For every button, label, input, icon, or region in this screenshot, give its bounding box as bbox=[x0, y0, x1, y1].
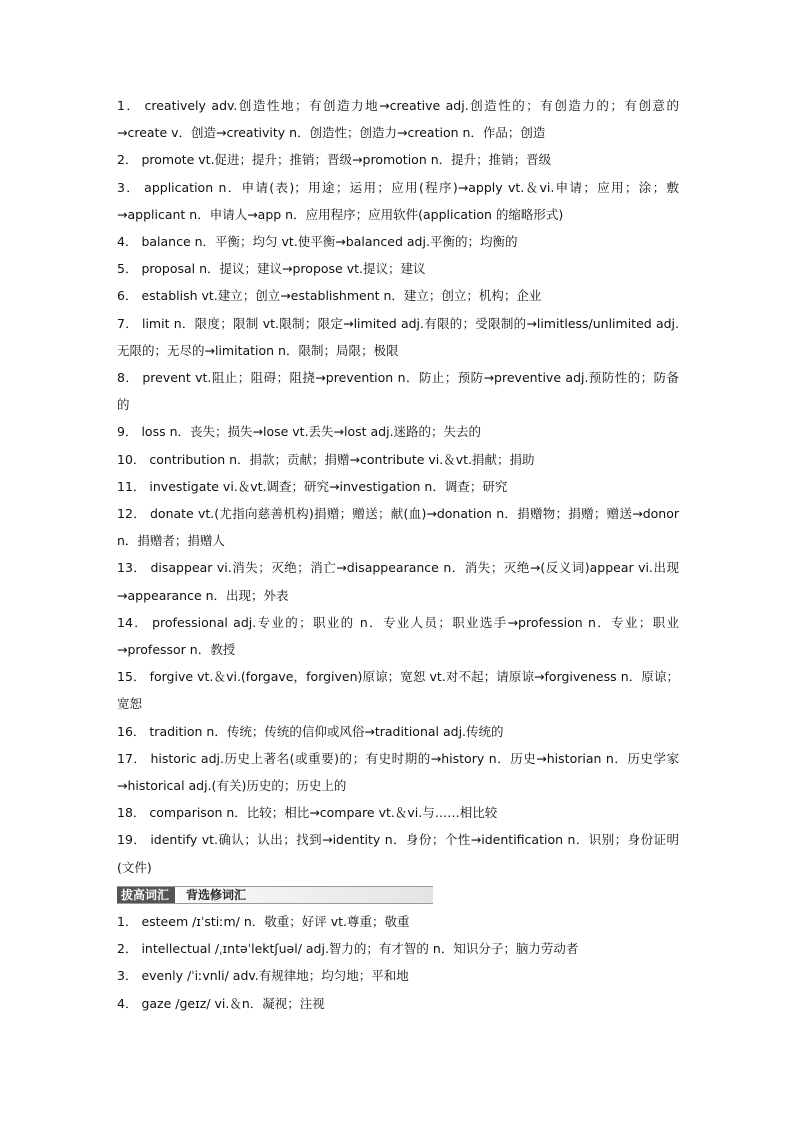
word-entry bbox=[117, 962, 679, 989]
word-entry bbox=[117, 310, 679, 364]
entry-text: evenly /ˈiːvnli/ adv.有规律地；均匀地；平和地 bbox=[141, 968, 409, 984]
entry-number: 12． bbox=[117, 506, 146, 522]
entry-number: 2． bbox=[117, 152, 138, 168]
entry-text: investigate vi.＆vt.调查；研究→investigation n．调查；研究 bbox=[149, 478, 508, 494]
entry-text: comparison n．比较；相比→compare vt.＆vi.与……相比较 bbox=[149, 805, 498, 821]
word-entry bbox=[117, 92, 679, 146]
entry-number: 2． bbox=[117, 941, 138, 957]
entry-number: 4． bbox=[117, 234, 138, 250]
entry-number: 6． bbox=[117, 288, 138, 304]
entry-text: promote vt.促进；提升；推销；晋级→promotion n．提升；推销；晋级 bbox=[141, 152, 552, 168]
entry-text: establish vt.建立；创立→establishment n．建立；创立；机构；企业 bbox=[141, 288, 542, 304]
entry-number: 11． bbox=[117, 478, 146, 494]
entry-number: 10． bbox=[117, 451, 146, 467]
word-entry bbox=[117, 799, 679, 826]
entry-text: proposal n．提议；建议→propose vt.提议；建议 bbox=[141, 261, 426, 277]
entry-number: 1． bbox=[117, 98, 141, 113]
entry-text: prevent vt.阻止；阻碍；阻挠→prevention n．防止；预防→preventive adj.预防性的；防备的 bbox=[117, 370, 679, 413]
entry-text: contribution n．捐款；贡献；捐赠→contribute vi.＆vt.捐献；捐助 bbox=[149, 451, 535, 467]
word-list-advanced bbox=[117, 908, 679, 1017]
word-entry bbox=[117, 935, 679, 962]
entry-text: disappear vi.消失；灭绝；消亡→disappearance n．消失；灭绝→(反义词)appear vi.出现→appearance n．出现；外表 bbox=[117, 560, 679, 603]
entry-text: professional adj.专业的；职业的 n．专业人员；职业选手→profession n．专业；职业→professor n．教授 bbox=[117, 614, 680, 658]
word-entry bbox=[117, 554, 679, 608]
entry-text: identify vt.确认；认出；找到→identity n．身份；个性→identification n．识别；身份证明(文件) bbox=[117, 832, 680, 875]
word-entry bbox=[117, 908, 679, 935]
section-header bbox=[117, 886, 433, 904]
entry-text: application n．申请(表)；用途；运用；应用(程序)→apply vt.＆vi.申请；应用；涂；敷→applicant n．申请人→app n．应用程序；应用软件(application 的缩略形式) bbox=[117, 179, 679, 222]
word-entry bbox=[117, 364, 679, 418]
word-entry bbox=[117, 282, 679, 309]
entry-number: 14． bbox=[117, 614, 149, 630]
word-entry bbox=[117, 228, 679, 255]
entry-text: intellectual /ˌɪntəˈlektʃuəl/ adj.智力的；有才智的 n．知识分子；脑力劳动者 bbox=[141, 941, 579, 957]
vocabulary-content bbox=[117, 92, 679, 1017]
entry-number: 1． bbox=[117, 913, 138, 929]
entry-number: 15． bbox=[117, 669, 146, 685]
word-entry bbox=[117, 663, 679, 717]
entry-number: 4． bbox=[117, 995, 138, 1011]
section-tag: 拔高词汇 bbox=[117, 887, 178, 903]
entry-number: 5． bbox=[117, 261, 138, 277]
word-entry bbox=[117, 745, 679, 799]
entry-text: gaze /ɡeɪz/ vi.＆n．凝视；注视 bbox=[141, 995, 325, 1011]
word-entry bbox=[117, 609, 679, 663]
entry-number: 3． bbox=[117, 179, 141, 195]
entry-text: forgive vt.＆vi.(forgave，forgiven)原谅；宽恕 vt.对不起；请原谅→forgiveness n．原谅；宽恕 bbox=[117, 669, 679, 712]
entry-number: 3． bbox=[117, 968, 138, 984]
entry-text: loss n．丧失；损失→lose vt.丢失→lost adj.迷路的；失去的 bbox=[141, 424, 482, 440]
word-list-core bbox=[117, 92, 679, 881]
entry-number: 13． bbox=[117, 560, 147, 576]
entry-text: tradition n．传统；传统的信仰或风俗→traditional adj.传统的 bbox=[149, 723, 504, 739]
word-entry bbox=[117, 255, 679, 282]
word-entry bbox=[117, 500, 679, 554]
entry-number: 8． bbox=[117, 370, 139, 386]
entry-text: esteem /ɪˈstiːm/ n．敬重；好评 vt.尊重；敬重 bbox=[141, 913, 410, 929]
word-entry bbox=[117, 473, 679, 500]
word-entry bbox=[117, 174, 679, 228]
entry-number: 9． bbox=[117, 424, 138, 440]
entry-number: 19． bbox=[117, 832, 147, 848]
entry-text: limit n．限度；限制 vt.限制；限定→limited adj.有限的；受限制的→limitless/unlimited adj.无限的；无尽的→limitation n．限制；局限；极限 bbox=[117, 315, 679, 358]
word-entry bbox=[117, 990, 679, 1017]
entry-text: historic adj.历史上著名(或重要)的；有史时期的→history n．历史→historian n．历史学家→historical adj.(有关)历史的；历史上的 bbox=[117, 750, 679, 794]
entry-number: 16． bbox=[117, 723, 146, 739]
entry-text: donate vt.(尤指向慈善机构)捐赠；赠送；献(血)→donation n．捐赠物；捐赠；赠送→donor n．捐赠者；捐赠人 bbox=[117, 506, 679, 549]
entry-number: 18． bbox=[117, 805, 146, 821]
word-entry bbox=[117, 446, 679, 473]
entry-number: 7． bbox=[117, 315, 138, 331]
word-entry bbox=[117, 718, 679, 745]
section-subtitle: 背选修词汇 bbox=[186, 887, 247, 902]
word-entry bbox=[117, 418, 679, 445]
word-entry bbox=[117, 826, 679, 880]
entry-number: 17． bbox=[117, 750, 147, 766]
entry-text: balance n．平衡；均匀 vt.使平衡→balanced adj.平衡的；均衡的 bbox=[141, 234, 518, 250]
word-entry bbox=[117, 146, 679, 173]
entry-text: creatively adv.创造性地；有创造力地→creative adj.创造性的；有创造力的；有创意的→create v．创造→creativity n．创造性；创造力→creation n．作品；创造 bbox=[117, 98, 679, 141]
